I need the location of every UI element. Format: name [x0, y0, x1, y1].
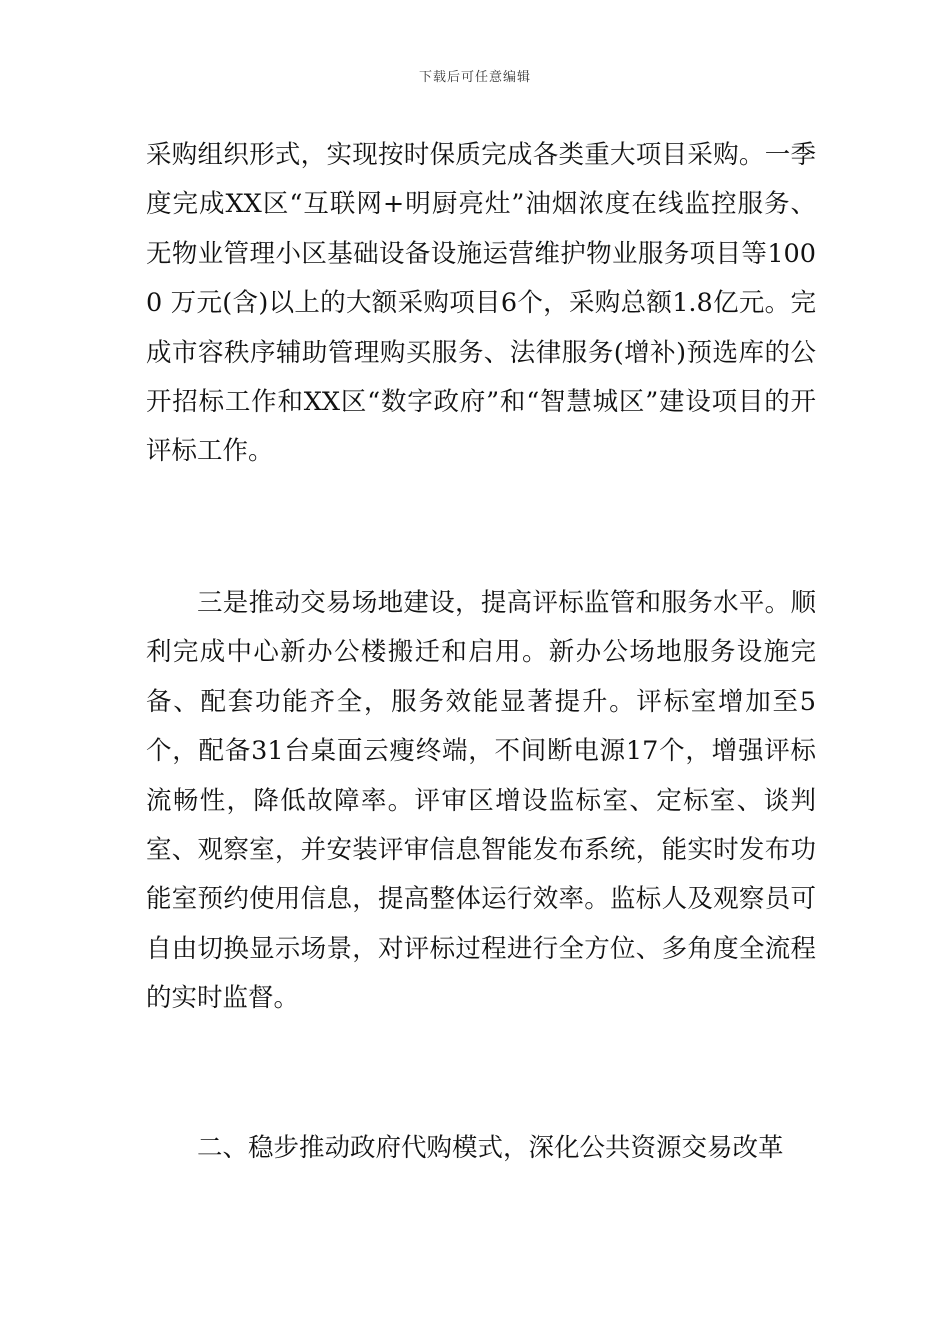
section-heading-government-procurement: 二、稳步推动政府代购模式，深化公共资源交易改革	[197, 1133, 784, 1163]
paragraph-venue-construction: 三是推动交易场地建设，提高评标监管和服务水平。顺利完成中心新办公楼搬迁和启用。新办公场地服务设施完备、配套功能齐全，服务效能显著提升。评标室增加至5个，配备31台桌面云瘦终端，不间断电源17个，增强评标流畅性，降低故障率。评审区增设监标室、定标室、谈判室、观察室，并安装评审信息智能发布系统，能实时发布功能室预约使用信息，提高整体运行效率。监标人及观察员可自由切换显示场景，对评标过程进行全方位、多角度全流程的实时监督。	[146, 588, 816, 1014]
paragraph-procurement-summary: 采购组织形式，实现按时保质完成各类重大项目采购。一季度完成XX区“互联网+明厨亮灶”油烟浓度在线监控服务、无物业管理小区基础设备设施运营维护物业服务项目等1000 万元(含)以上的大额采购项目6个，采购总额1.8亿元。完成市容秩序辅助管理购买服务、法律服务(增补)预选库的公开招标工作和XX区“数字政府”和“智慧城区”建设项目的开评标工作。	[146, 140, 816, 467]
header-note: 下载后可任意编辑	[418, 70, 531, 85]
